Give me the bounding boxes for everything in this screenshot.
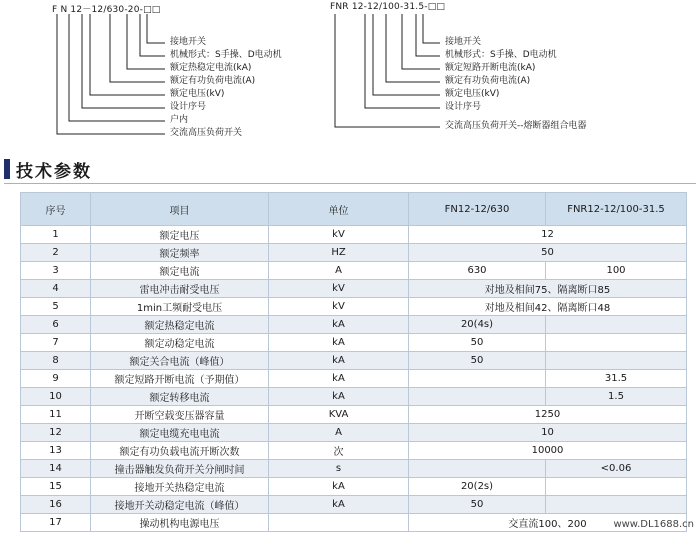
left-label: 机械形式：S手操、D电动机 xyxy=(170,50,282,60)
cell-item: 接地开关热稳定电流 xyxy=(91,478,269,496)
section-heading-bar xyxy=(4,159,10,179)
model-designation-diagram xyxy=(0,0,700,140)
table-row xyxy=(21,388,687,406)
cell-value: 630 xyxy=(409,262,546,280)
designation-leader-lines xyxy=(0,0,700,140)
cell-no: 5 xyxy=(21,298,91,316)
cell-item: 额定有功负载电流开断次数 xyxy=(91,442,269,460)
cell-item: 雷电冲击耐受电压 xyxy=(91,280,269,298)
section-title: 技术参数 xyxy=(16,161,92,182)
cell-no: 3 xyxy=(21,262,91,280)
table-row xyxy=(21,478,687,496)
table-row xyxy=(21,262,687,280)
cell-unit: s xyxy=(269,460,409,478)
cell-value xyxy=(546,478,687,496)
cell-no: 4 xyxy=(21,280,91,298)
cell-item: 额定短路开断电流（予期值） xyxy=(91,370,269,388)
cell-item: 额定频率 xyxy=(91,244,269,262)
right-model-code: FNR 12-12/100-31.5-□□ xyxy=(330,2,446,12)
cell-value: 20(2s) xyxy=(409,478,546,496)
cell-value xyxy=(546,316,687,334)
table-row xyxy=(21,316,687,334)
table-row xyxy=(21,226,687,244)
cell-unit: kV xyxy=(269,226,409,244)
cell-unit: KVA xyxy=(269,406,409,424)
table-row xyxy=(21,442,687,460)
cell-no: 9 xyxy=(21,370,91,388)
cell-value: 1.5 xyxy=(546,388,687,406)
cell-item: 开断空载变压器容量 xyxy=(91,406,269,424)
cell-unit xyxy=(269,514,409,532)
right-label: 额定有功负荷电流(A) xyxy=(445,76,531,86)
cell-item: 额定关合电流（峰值） xyxy=(91,352,269,370)
cell-value xyxy=(546,334,687,352)
table-header-row xyxy=(21,193,687,226)
cell-value: 50 xyxy=(409,244,687,262)
cell-unit: kA xyxy=(269,496,409,514)
cell-item: 撞击器触发负荷开关分闸时间 xyxy=(91,460,269,478)
cell-value: 50 xyxy=(409,352,546,370)
cell-value: 100 xyxy=(546,262,687,280)
cell-no: 16 xyxy=(21,496,91,514)
cell-value: 12 xyxy=(409,226,687,244)
cell-no: 12 xyxy=(21,424,91,442)
cell-item: 额定转移电流 xyxy=(91,388,269,406)
cell-unit: HZ xyxy=(269,244,409,262)
cell-no: 7 xyxy=(21,334,91,352)
left-label: 接地开关 xyxy=(170,37,207,47)
table-row xyxy=(21,514,687,532)
cell-unit: kA xyxy=(269,316,409,334)
section-heading xyxy=(4,156,92,182)
cell-unit: A xyxy=(269,424,409,442)
cell-unit: kA xyxy=(269,388,409,406)
cell-item: 额定电压 xyxy=(91,226,269,244)
cell-no: 17 xyxy=(21,514,91,532)
cell-value xyxy=(409,388,546,406)
cell-unit: 次 xyxy=(269,442,409,460)
left-label: 交流高压负荷开关 xyxy=(170,128,243,138)
cell-value: 50 xyxy=(409,496,546,514)
cell-value: 交直流100、200 xyxy=(409,514,687,532)
cell-value: 50 xyxy=(409,334,546,352)
left-model-code: F N 12－12/630-20-□□ xyxy=(52,5,161,15)
table-row xyxy=(21,496,687,514)
cell-no: 11 xyxy=(21,406,91,424)
table-row xyxy=(21,370,687,388)
cell-unit: kA xyxy=(269,478,409,496)
cell-value: 对地及相间75、隔离断口85 xyxy=(409,280,687,298)
cell-no: 14 xyxy=(21,460,91,478)
cell-value: 31.5 xyxy=(546,370,687,388)
left-label: 额定电压(kV) xyxy=(170,89,225,99)
table-row xyxy=(21,298,687,316)
left-label: 户内 xyxy=(170,115,189,125)
col-header-item: 项目 xyxy=(91,193,269,226)
cell-unit: kA xyxy=(269,370,409,388)
table-row xyxy=(21,406,687,424)
right-label: 交流高压负荷开关--熔断器组合电器 xyxy=(445,121,587,131)
cell-value: 10 xyxy=(409,424,687,442)
cell-no: 8 xyxy=(21,352,91,370)
right-label: 接地开关 xyxy=(445,37,482,47)
cell-unit: kA xyxy=(269,334,409,352)
right-label: 机械形式：S手操、D电动机 xyxy=(445,50,557,60)
cell-unit: kV xyxy=(269,298,409,316)
cell-item: 额定电流 xyxy=(91,262,269,280)
cell-item: 接地开关动稳定电流（峰值） xyxy=(91,496,269,514)
cell-no: 13 xyxy=(21,442,91,460)
cell-no: 2 xyxy=(21,244,91,262)
cell-value xyxy=(409,370,546,388)
cell-unit: A xyxy=(269,262,409,280)
col-header-no: 序号 xyxy=(21,193,91,226)
cell-value xyxy=(546,496,687,514)
cell-no: 15 xyxy=(21,478,91,496)
technical-parameters-table xyxy=(20,192,687,532)
cell-unit: kV xyxy=(269,280,409,298)
cell-value xyxy=(546,352,687,370)
table-body xyxy=(21,226,687,532)
table-row xyxy=(21,460,687,478)
cell-value: 1250 xyxy=(409,406,687,424)
table-row xyxy=(21,334,687,352)
cell-item: 1min工频耐受电压 xyxy=(91,298,269,316)
col-header-fnr12: FNR12-12/100-31.5 xyxy=(546,193,687,226)
left-label: 额定有功负荷电流(A) xyxy=(170,76,256,86)
cell-no: 6 xyxy=(21,316,91,334)
cell-value: 10000 xyxy=(409,442,687,460)
left-label: 设计序号 xyxy=(170,102,207,112)
left-label: 额定热稳定电流(kA) xyxy=(170,63,252,73)
col-header-unit: 单位 xyxy=(269,193,409,226)
right-label: 额定短路开断电流(kA) xyxy=(445,63,536,73)
cell-value xyxy=(409,460,546,478)
right-label: 设计序号 xyxy=(445,102,482,112)
cell-item: 额定热稳定电流 xyxy=(91,316,269,334)
table-row xyxy=(21,352,687,370)
cell-no: 1 xyxy=(21,226,91,244)
table-row xyxy=(21,244,687,262)
right-label: 额定电压(kV) xyxy=(445,89,500,99)
cell-unit: kA xyxy=(269,352,409,370)
cell-value: 20(4s) xyxy=(409,316,546,334)
cell-item: 操动机构电源电压 xyxy=(91,514,269,532)
watermark: www.DL1688.cn xyxy=(613,519,694,530)
table-row xyxy=(21,424,687,442)
cell-value: 对地及相间42、隔离断口48 xyxy=(409,298,687,316)
table-row xyxy=(21,280,687,298)
cell-item: 额定电缆充电电流 xyxy=(91,424,269,442)
cell-value: <0.06 xyxy=(546,460,687,478)
section-divider xyxy=(4,183,696,184)
col-header-fn12: FN12-12/630 xyxy=(409,193,546,226)
cell-item: 额定动稳定电流 xyxy=(91,334,269,352)
cell-no: 10 xyxy=(21,388,91,406)
